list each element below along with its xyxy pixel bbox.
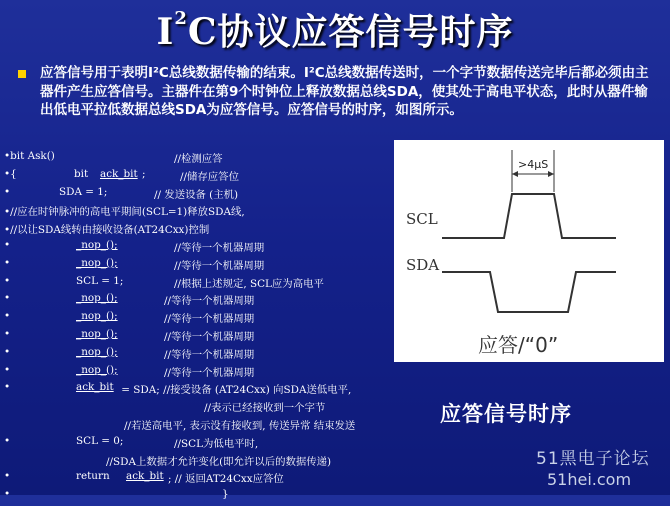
code-token: } <box>222 488 229 501</box>
ack-label: 应答/“0” <box>478 333 559 357</box>
code-token: ack_bit <box>76 381 114 394</box>
code-token: • <box>4 274 11 287</box>
code-token: • <box>4 238 11 251</box>
code-token: _nop_(); <box>76 345 118 358</box>
code-token: ack_bit <box>100 167 138 180</box>
code-token: •//以让SDA线转由接收设备(AT24Cxx)控制 <box>4 224 210 237</box>
code-token: //检测应答 <box>174 153 223 165</box>
code-token: • <box>4 345 11 358</box>
code-line <box>4 221 404 239</box>
code-line <box>4 346 404 364</box>
code-token: //SDA上数据才允许变化(即允许以后的数据传递) <box>106 455 332 468</box>
bullet-marker <box>18 70 26 78</box>
code-line <box>4 150 404 168</box>
code-line <box>4 310 404 328</box>
code-token: SCL = 0; <box>76 434 124 447</box>
code-line <box>4 275 404 293</box>
code-token: •bit Ask() <box>4 150 55 162</box>
code-token: _nop_(); <box>76 363 118 376</box>
code-token: //SCL为低电平时, <box>174 437 259 450</box>
code-token: return <box>76 470 113 483</box>
code-token: //等待一个机器周期 <box>164 295 255 308</box>
code-line <box>4 435 404 453</box>
code-line <box>4 328 404 346</box>
intro-paragraph: 应答信号用于表明I²C总线数据传输的结束。I²C总线数据传送时，一个字节数据传送完毕后都必须由主器件产生应答信号。主器件在第9个时钟位上释放数据总线SDA，使其处于高电平状态，此时从器件输出低电平拉低数据总线SDA为应答信号。应答信号的时序，如图所示。 <box>40 65 649 118</box>
code-line <box>4 470 404 488</box>
code-token: _nop_(); <box>76 310 118 323</box>
code-line <box>4 381 404 399</box>
code-token: _nop_(); <box>76 327 118 340</box>
code-token: •{ <box>4 167 17 180</box>
code-token: //等待一个机器周期 <box>174 241 265 254</box>
code-token: SCL = 1; <box>76 274 124 287</box>
code-line <box>4 203 404 221</box>
code-token: //等待一个机器周期 <box>164 348 255 361</box>
watermark-url: 51hei.com <box>547 470 632 489</box>
code-token: • <box>4 327 11 340</box>
code-line <box>4 257 404 275</box>
code-token: • <box>4 434 11 447</box>
code-token: //等待一个机器周期 <box>164 366 255 379</box>
code-token: •//应在时钟脉冲的高电平期间(SCL=1)释放SDA线, <box>4 206 245 219</box>
sda-label: SDA <box>406 256 440 274</box>
code-token: • <box>4 363 11 376</box>
diagram-caption: 应答信号时序 <box>440 402 572 426</box>
code-token: //等待一个机器周期 <box>164 330 255 343</box>
code-token: _nop_(); <box>76 238 118 251</box>
code-token: ; <box>142 167 146 180</box>
code-token: //根据上述规定, SCL应为高电平 <box>174 277 324 290</box>
code-line <box>4 453 404 471</box>
code-line <box>4 292 404 310</box>
code-token: • <box>4 292 11 305</box>
watermark-title: 51黑电子论坛 <box>536 449 650 469</box>
code-line <box>4 364 404 382</box>
code-line <box>4 417 404 435</box>
code-token: • <box>4 381 11 394</box>
code-token: ; // 返回AT24Cxx应答位 <box>168 473 284 486</box>
code-token: • <box>4 256 11 269</box>
code-token: //若送高电平, 表示没有接收到, 传送异常 结束发送 <box>124 419 356 432</box>
code-token: • <box>4 185 11 198</box>
code-line <box>4 168 404 186</box>
scl-label: SCL <box>406 210 438 228</box>
code-token: bit <box>74 167 92 180</box>
page-title: $I^2C$协议应答信号时序 <box>156 8 514 53</box>
code-listing <box>4 150 404 506</box>
code-token: //储存应答位 <box>180 170 239 183</box>
time-label: >4μS <box>518 158 549 171</box>
code-line <box>4 186 404 204</box>
code-token: = SDA; //接受设备 (AT24Cxx) 向SDA送低电平, <box>118 384 352 397</box>
code-token: • <box>4 488 11 501</box>
code-token: //表示已经接收到一个字节 <box>204 402 326 415</box>
code-token: _nop_(); <box>76 256 118 269</box>
code-token: SDA = 1; <box>59 185 108 198</box>
code-token: // 发送设备 (主机) <box>154 188 239 201</box>
code-line <box>4 239 404 257</box>
ack-timing-diagram <box>394 140 664 362</box>
code-token: • <box>4 310 11 323</box>
code-token: //等待一个机器周期 <box>164 313 255 326</box>
code-token: //等待一个机器周期 <box>174 259 265 272</box>
code-line <box>4 488 404 506</box>
code-token: • <box>4 470 11 483</box>
code-token: ack_bit <box>126 470 164 483</box>
code-token: _nop_(); <box>76 292 118 305</box>
code-line <box>4 399 404 417</box>
